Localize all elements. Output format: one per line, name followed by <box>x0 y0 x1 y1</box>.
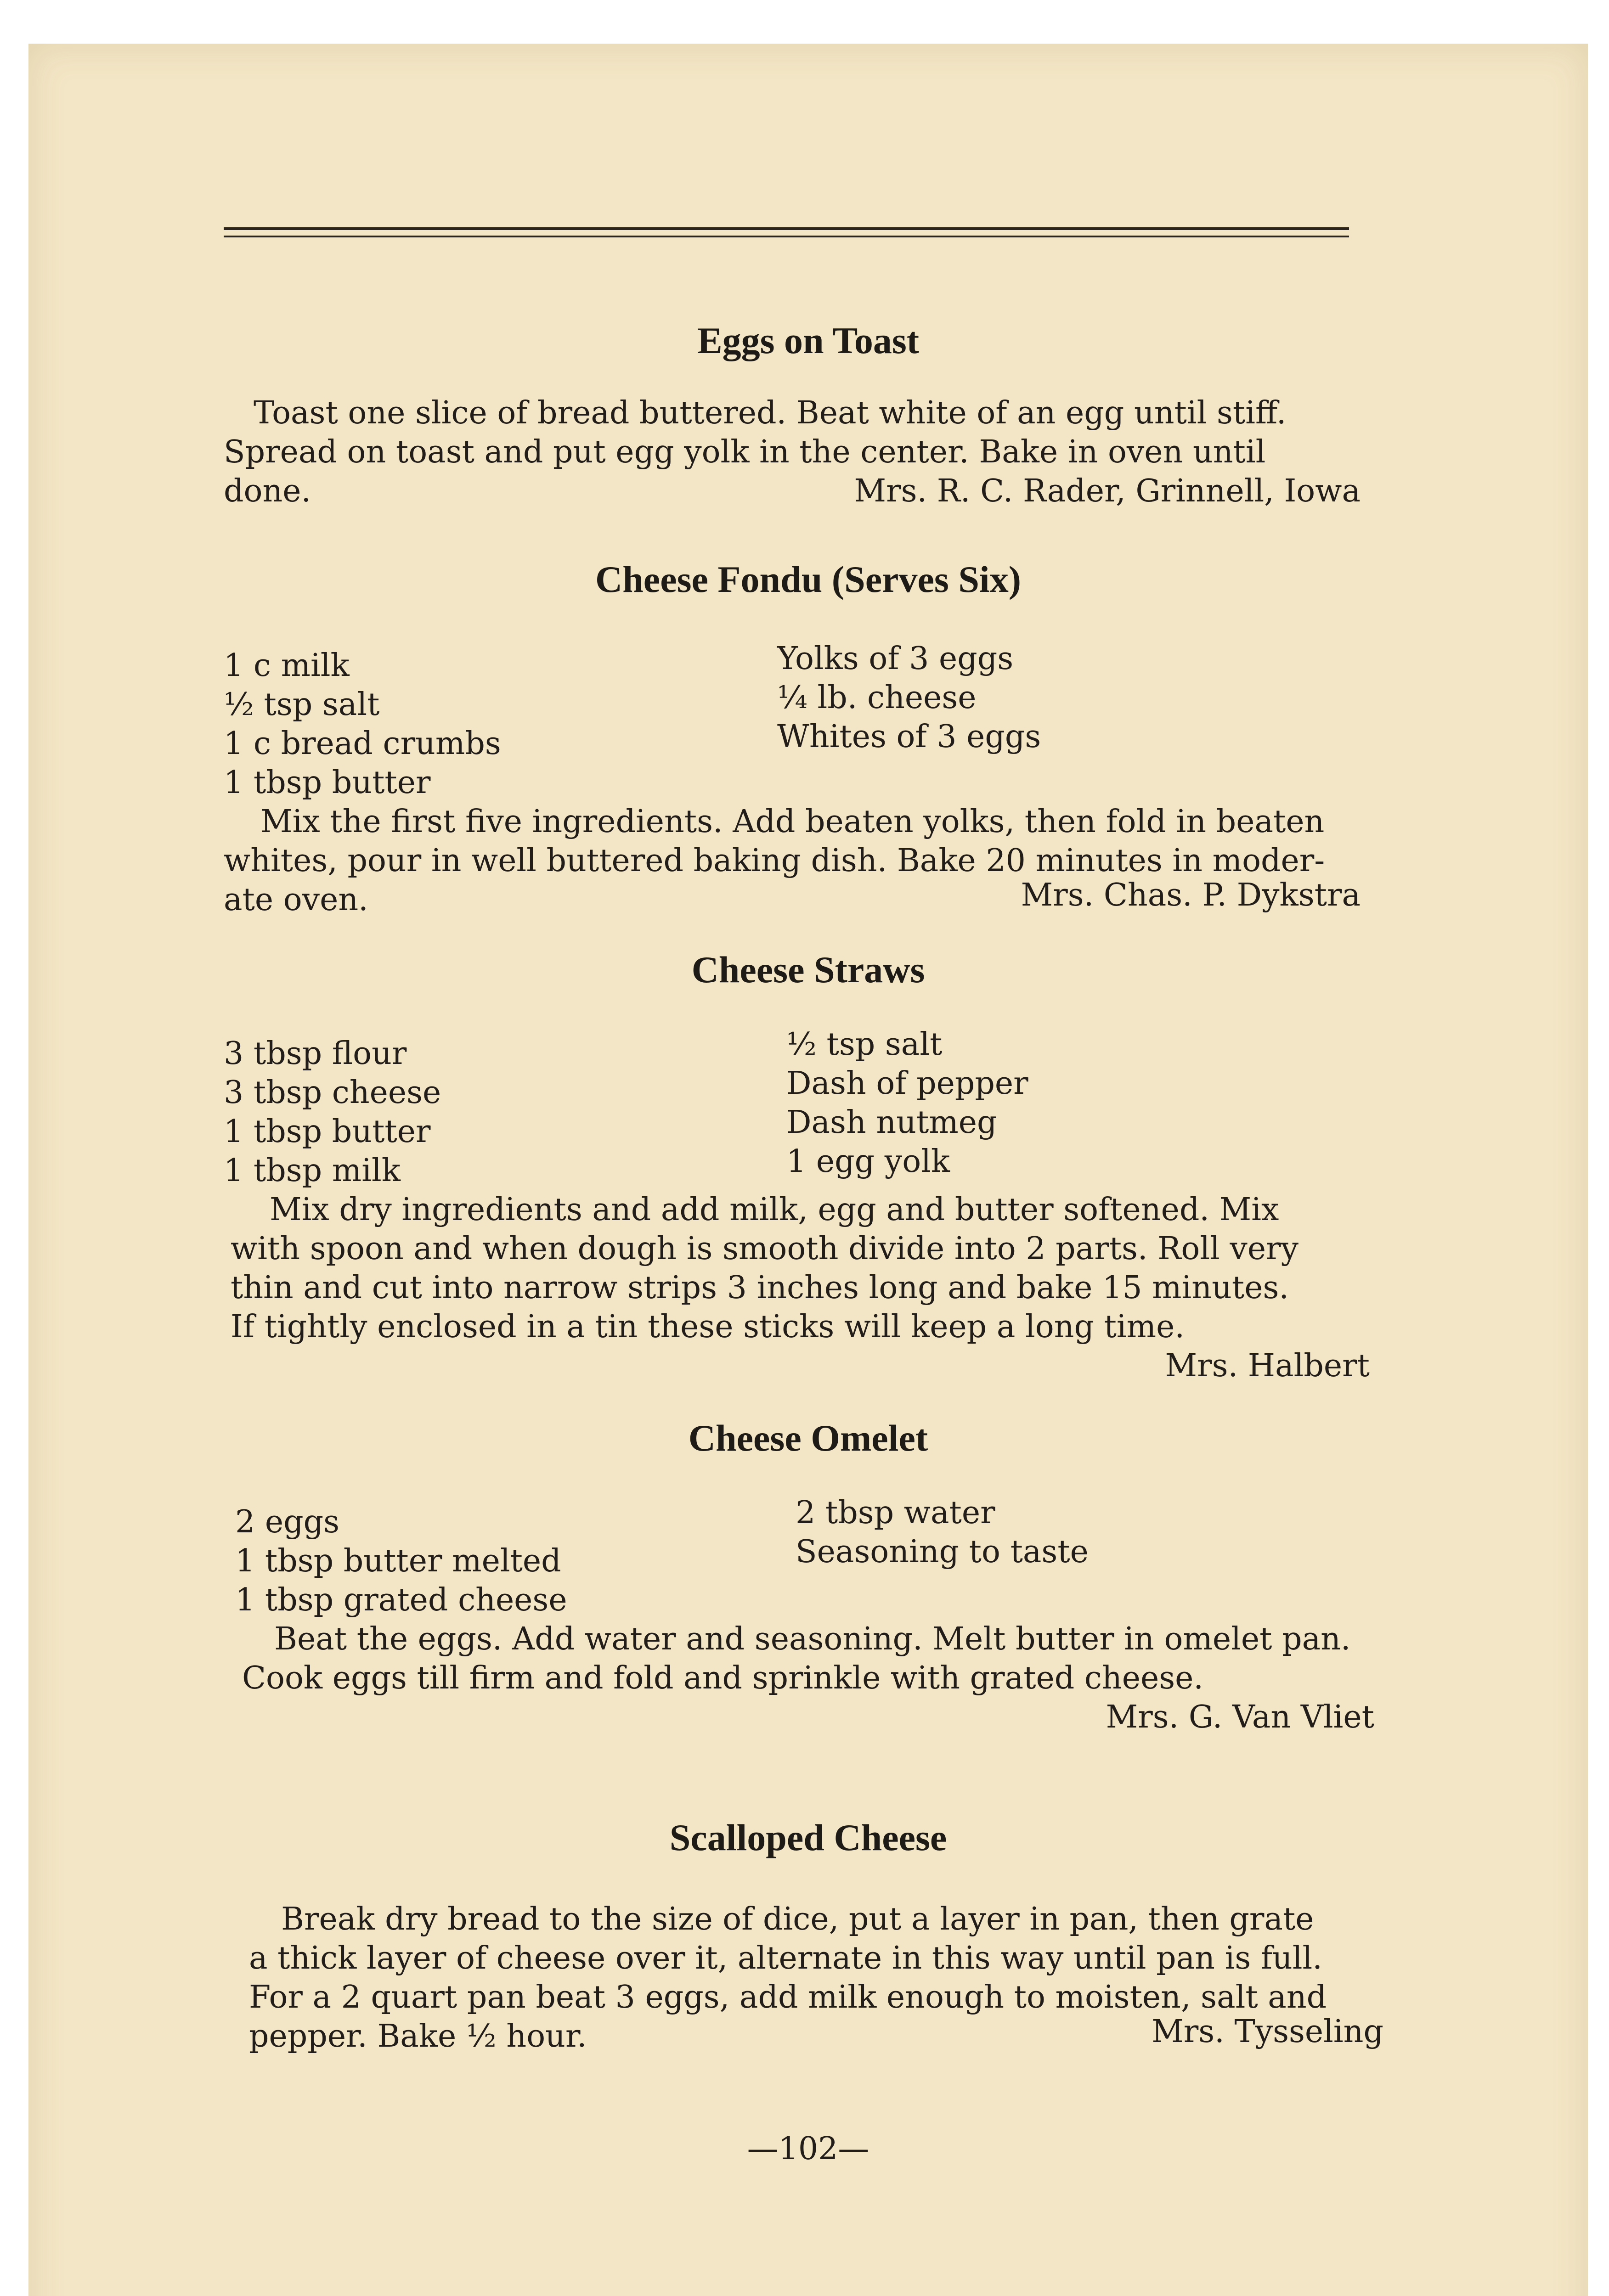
omelet-author: Mrs. G. Van Vliet <box>1106 1699 1374 1735</box>
scalloped-line-1: Break dry bread to the size of dice, put a layer in pan, then grate <box>281 1901 1314 1937</box>
omelet-ingredient-left-3: 1 tbsp grated cheese <box>235 1582 567 1618</box>
fondu-ingredient-left-3: 1 c bread crumbs <box>224 726 501 762</box>
scalloped-author: Mrs. Tysseling <box>1152 2014 1383 2050</box>
header-rule-top <box>224 227 1349 230</box>
recipe-title-eggs-on-toast: Eggs on Toast <box>697 320 920 361</box>
fondu-line-1: Mix the first five ingredients. Add beaten yolks, then fold in beaten <box>260 804 1325 840</box>
omelet-line-2: Cook eggs till firm and fold and sprinkle with grated cheese. <box>242 1660 1204 1696</box>
fondu-ingredient-right-2: ¼ lb. cheese <box>777 680 977 716</box>
cookbook-page <box>28 44 1588 2296</box>
omelet-ingredient-right-1: 2 tbsp water <box>796 1495 995 1531</box>
straws-ingredient-left-4: 1 tbsp milk <box>224 1153 401 1189</box>
straws-line-3: thin and cut into narrow strips 3 inches long and bake 15 minutes. <box>231 1270 1289 1306</box>
omelet-ingredient-left-1: 2 eggs <box>235 1504 340 1540</box>
fondu-author: Mrs. Chas. P. Dykstra <box>1021 877 1361 913</box>
straws-line-2: with spoon and when dough is smooth divide into 2 parts. Roll very <box>231 1231 1298 1267</box>
fondu-line-3: ate oven. <box>224 882 368 918</box>
straws-ingredient-left-1: 3 tbsp flour <box>224 1035 407 1072</box>
straws-ingredient-left-2: 3 tbsp cheese <box>224 1075 441 1111</box>
header-rule-bottom <box>224 236 1349 237</box>
eggs-toast-line-2: Spread on toast and put egg yolk in the center. Bake in oven until <box>224 434 1266 470</box>
omelet-ingredient-right-2: Seasoning to taste <box>796 1534 1089 1570</box>
straws-author: Mrs. Halbert <box>1165 1348 1370 1384</box>
eggs-toast-author: Mrs. R. C. Rader, Grinnell, Iowa <box>854 473 1361 509</box>
scalloped-line-4: pepper. Bake ½ hour. <box>249 2018 587 2054</box>
straws-ingredient-right-3: Dash nutmeg <box>786 1104 997 1141</box>
recipe-title-scalloped-cheese: Scalloped Cheese <box>669 1817 947 1858</box>
recipe-title-cheese-fondu: Cheese Fondu (Serves Six) <box>595 558 1022 600</box>
fondu-ingredient-right-3: Whites of 3 eggs <box>777 719 1041 755</box>
straws-ingredient-left-3: 1 tbsp butter <box>224 1114 431 1150</box>
scalloped-line-3: For a 2 quart pan beat 3 eggs, add milk enough to moisten, salt and <box>249 1979 1327 2015</box>
straws-line-1: Mix dry ingredients and add milk, egg and butter softened. Mix <box>270 1192 1279 1228</box>
omelet-line-1: Beat the eggs. Add water and seasoning. Melt butter in omelet pan. <box>274 1621 1351 1657</box>
fondu-ingredient-left-4: 1 tbsp butter <box>224 765 431 801</box>
straws-ingredient-right-4: 1 egg yolk <box>786 1143 950 1180</box>
eggs-toast-line-3: done. <box>224 473 311 509</box>
page-number: —102— <box>747 2131 869 2167</box>
omelet-ingredient-left-2: 1 tbsp butter melted <box>235 1543 561 1579</box>
fondu-line-2: whites, pour in well buttered baking dish. Bake 20 minutes in moder- <box>224 843 1325 879</box>
straws-line-4: If tightly enclosed in a tin these sticks will keep a long time. <box>231 1309 1185 1345</box>
fondu-ingredient-right-1: Yolks of 3 eggs <box>777 641 1014 677</box>
straws-ingredient-right-1: ½ tsp salt <box>786 1026 943 1063</box>
fondu-ingredient-left-1: 1 c milk <box>224 647 350 684</box>
recipe-title-cheese-straws: Cheese Straws <box>691 949 925 990</box>
eggs-toast-line-1: Toast one slice of bread buttered. Beat white of an egg until stiff. <box>254 395 1287 431</box>
recipe-title-cheese-omelet: Cheese Omelet <box>688 1417 928 1459</box>
fondu-ingredient-left-2: ½ tsp salt <box>224 687 380 723</box>
straws-ingredient-right-2: Dash of pepper <box>786 1065 1028 1102</box>
scalloped-line-2: a thick layer of cheese over it, alternate in this way until pan is full. <box>249 1940 1322 1976</box>
